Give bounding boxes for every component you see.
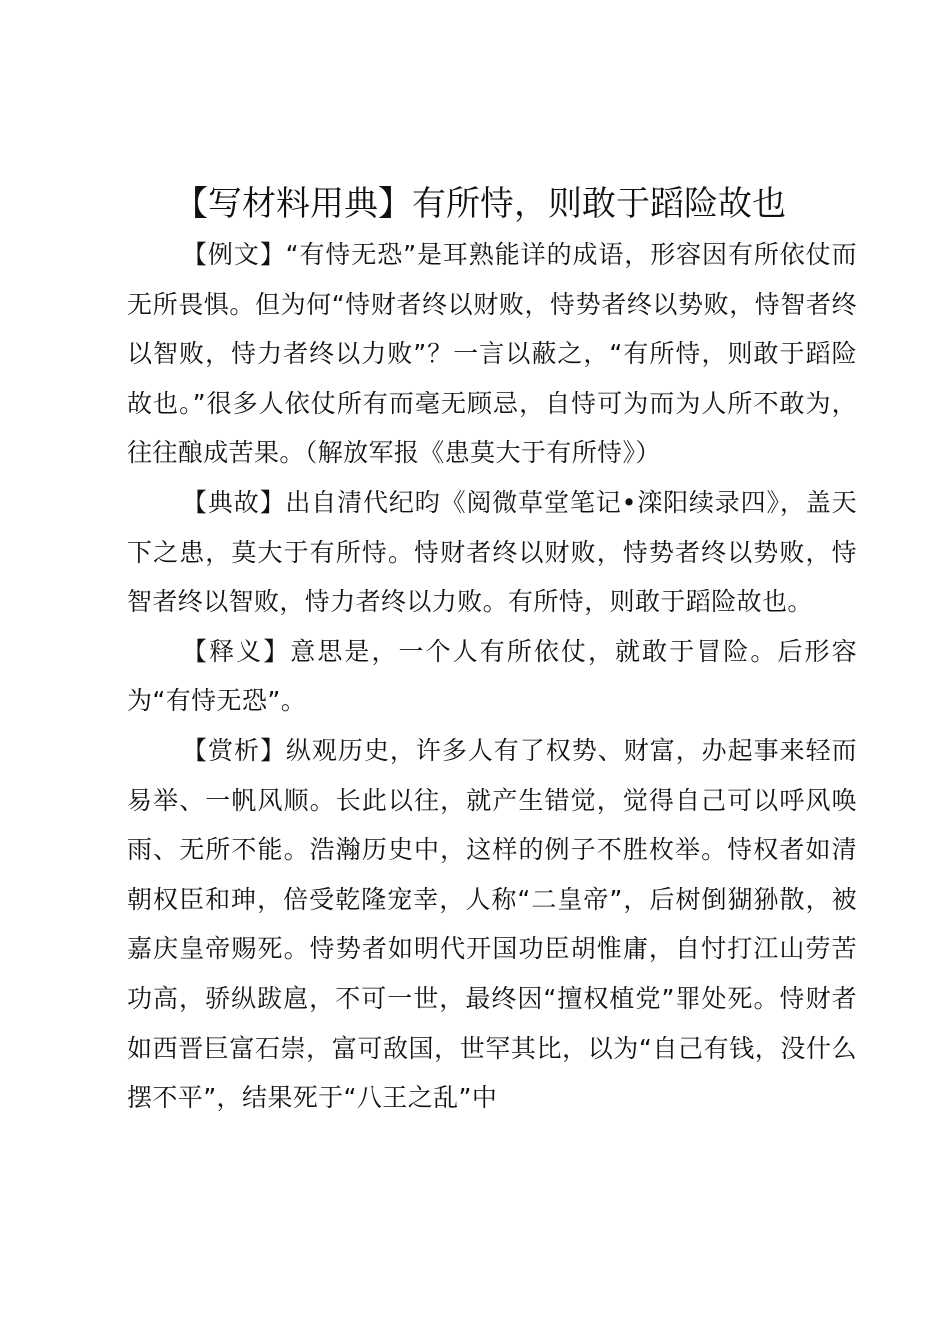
paragraph-analysis: 【赏析】纵观历史，许多人有了权势、财富，办起事来轻而易举、一帆风顺。长此以往，就产生错觉，觉得自己可以呼风唤雨、无所不能。浩瀚历史中，这样的例子不胜枚举。恃权者如清朝权臣和珅，倍受乾隆宠幸，人称“二皇帝”，后树倒猢狲散，被嘉庆皇帝赐死。恃势者如明代开国功臣胡惟庸，自忖打江山劳苦功高，骄纵跋扈，不可一世，最终因“擅权植党”罪处死。恃财者如西晋巨富石崇，富可敌国，世罕其比，以为“自己有钱，没什么摆不平”，结果死于“八王之乱”中 (127, 735, 857, 1113)
paragraph-meaning: 【释义】意思是，一个人有所依仗，就敢于冒险。后形容为“有恃无恐”。 (127, 636, 857, 716)
document-title: 【写材料用典】有所恃，则敢于蹈险故也 (174, 184, 786, 224)
paragraph-example: 【例文】“有恃无恐”是耳熟能详的成语，形容因有所依仗而无所畏惧。但为何“恃财者终以财败，恃势者终以势败，恃智者终以智败，恃力者终以力败”？一言以蔽之，“有所恃，则敢于蹈险故也。”很多人依仗所有而毫无顾忌，自恃可为而为人所不敢为，往往酿成苦果。（解放军报《患莫大于有所恃》） (127, 240, 857, 468)
paragraph-allusion: 【典故】出自清代纪昀《阅微草堂笔记•滦阳续录四》，盖天下之患，莫大于有所恃。恃财者终以财败，恃势者终以势败，恃智者终以智败，恃力者终以力败。有所恃，则敢于蹈险故也。 (127, 487, 857, 617)
document-body (127, 230, 857, 1123)
